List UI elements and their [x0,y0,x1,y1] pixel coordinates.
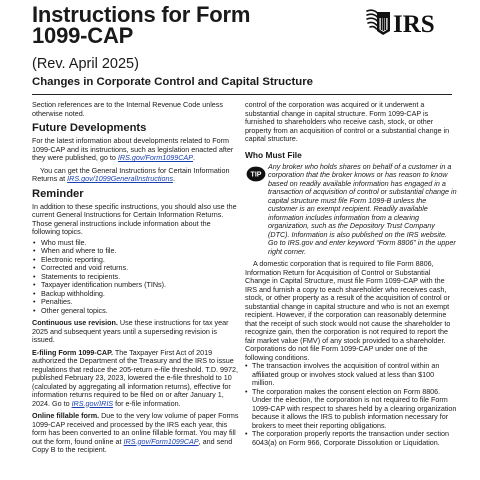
continuous-use-text: Use these instructions for tax year 2025 and subsequent years until a superseding revision is issued. [32,318,229,344]
left-column [32,101,240,455]
list-item: • Electronic reporting. [32,256,240,265]
punctuation: . [193,153,196,162]
future-developments-body: For the latest information about developments related to Form 1099-CAP and its instructions, such as legislation enacted after they were published, go to [32,136,234,162]
irs-logo [364,6,452,38]
list-item: • Other general topics. [32,307,240,316]
future-developments-text [32,137,240,163]
domestic-corporation-text: A domestic corporation that is required to file Form 8806, Information Return for Acquisition of Control or Substantial Change in Capital Structure, must file Form 1099-CAP with the IRS and furnish a copy to each shareholder who receives cash, stock, or other property as a result of the acquisition of control or substantial change in capital structure and who is not an exempt recipient. However, if the corporation can reasonably determine that the receipt of such stock would not cause the shareholder to recognize gain, then the corporation is not required to report the fair market value (FMV) of any stock provided to a shareholder. Corporations do not file Form 1099-CAP under one of the following conditions. [245,259,451,362]
header-rule [32,94,452,95]
reminder-heading: Reminder [32,187,84,200]
list-item: • When and where to file. [32,247,240,256]
online-fillable-heading: Online fillable form. [32,411,100,420]
list-item: • Corrected and void returns. [32,264,240,273]
masthead [32,0,452,98]
list-item: • Who must file. [32,239,240,248]
revision-date: (Rev. April 2025) [32,56,139,72]
who-must-file-heading: Who Must File [245,149,302,160]
list-item: • Penalties. [32,298,240,307]
list-item: • Statements to recipients. [32,273,240,282]
form-1099cap-link[interactable]: IRS.gov/Form1099CAP [117,153,194,162]
general-instructions-text [32,167,240,184]
future-developments-heading: Future Developments [32,122,147,134]
condition-item: • The corporation makes the consent election on Form 8806. Under the election, the corporation is not required to file Form 1099-CAP with respect to shares held by a clearing organization because it allows the IRS to publish information necessary for brokers to meet their reporting obligations. [245,388,457,431]
tip-label: TIP [250,171,262,179]
general-instructions-link[interactable]: IRS.gov/1099GeneralInstructions [67,174,174,183]
tip-block [245,163,457,257]
continued-text: control of the corporation was acquired or it underwent a substantial change in capital structure. Form 1099-CAP is furnished to shareholders who receive cash, stock, or other property from an acquisition of control or a substantial change in capital structure. [245,100,450,143]
topics-list [32,239,240,316]
page-title [32,4,250,46]
list-item: • Backup withholding. [32,290,240,299]
online-fillable-paragraph [32,412,240,455]
tip-text: Any broker who holds shares on behalf of a customer in a corporation that the broker knows or has reason to know based on readily available information has engaged in a transaction of acquisition of control or substantial change in capital structure must file Form 1099-B unless the customer is an exempt recipient. Readily available information includes information from a clearing organization, such as the Depository Trust Company (DTC). Information is also published on the IRS website. Go to IRS.gov and enter keyword “Form 8806” in the upper right corner. [268,161,457,256]
iris-link[interactable]: IRS.gov/IRIS [71,398,114,408]
tip-icon [246,166,266,182]
irs-logo-text: IRS [393,11,435,38]
title-line-2: 1099-CAP [32,23,134,48]
online-form-link[interactable]: IRS.gov/Form1099CAP [123,436,199,446]
reminder-text: In addition to these specific instructions, you should also use the current General Instructions for Certain Information Returns. Those general instructions include information about the following topics. [32,201,237,236]
right-column [245,101,457,447]
punctuation: . [173,174,176,183]
title-line-1: Instructions for Form [32,2,251,27]
continuous-use-heading: Continuous use revision. [32,318,118,327]
online-fillable-text-end: , and send Copy B to the recipient. [32,436,233,454]
general-instructions-body: You can get the General Instructions for Certain Information Returns at [32,165,230,183]
efiling-heading: E-filing Form 1099-CAP. [32,347,113,357]
efiling-text-end: for e-file information. [113,398,181,408]
condition-item: • The corporation properly reports the transaction under section 6043(a) on Form 966, Corporate Dissolution or Liquidation. [245,430,457,447]
intro-text: Section references are to the Internal Revenue Code unless otherwise noted. [32,100,223,118]
irs-eagle-seal-icon [364,6,452,38]
efiling-text: The Taxpayer First Act of 2019 authorized the Department of the Treasury and the IRS to issue regulations that reduce the 205-return e-file threshold. T.D. 9972, published February 23, 2023, lowered the e-file threshold to 10 (calculated by aggregating all information returns), effective for information returns required to be filed on or after January 1, 2024. Go to [32,347,239,408]
efiling-paragraph [32,349,240,409]
continuous-use-paragraph [32,319,240,345]
online-fillable-text: Due to the very low volume of paper Forms 1099-CAP received and processed by the IRS each year, this form has been converted to an online fillable format. You may fill out the form, found online at [32,411,239,446]
page-subtitle: Changes in Corporate Control and Capital Structure [32,76,313,88]
condition-item: • The transaction involves the acquisition of control within an affiliated group or involves stock valued at less than $100 million. [245,362,457,388]
list-item: • Taxpayer identification numbers (TINs). [32,281,240,290]
